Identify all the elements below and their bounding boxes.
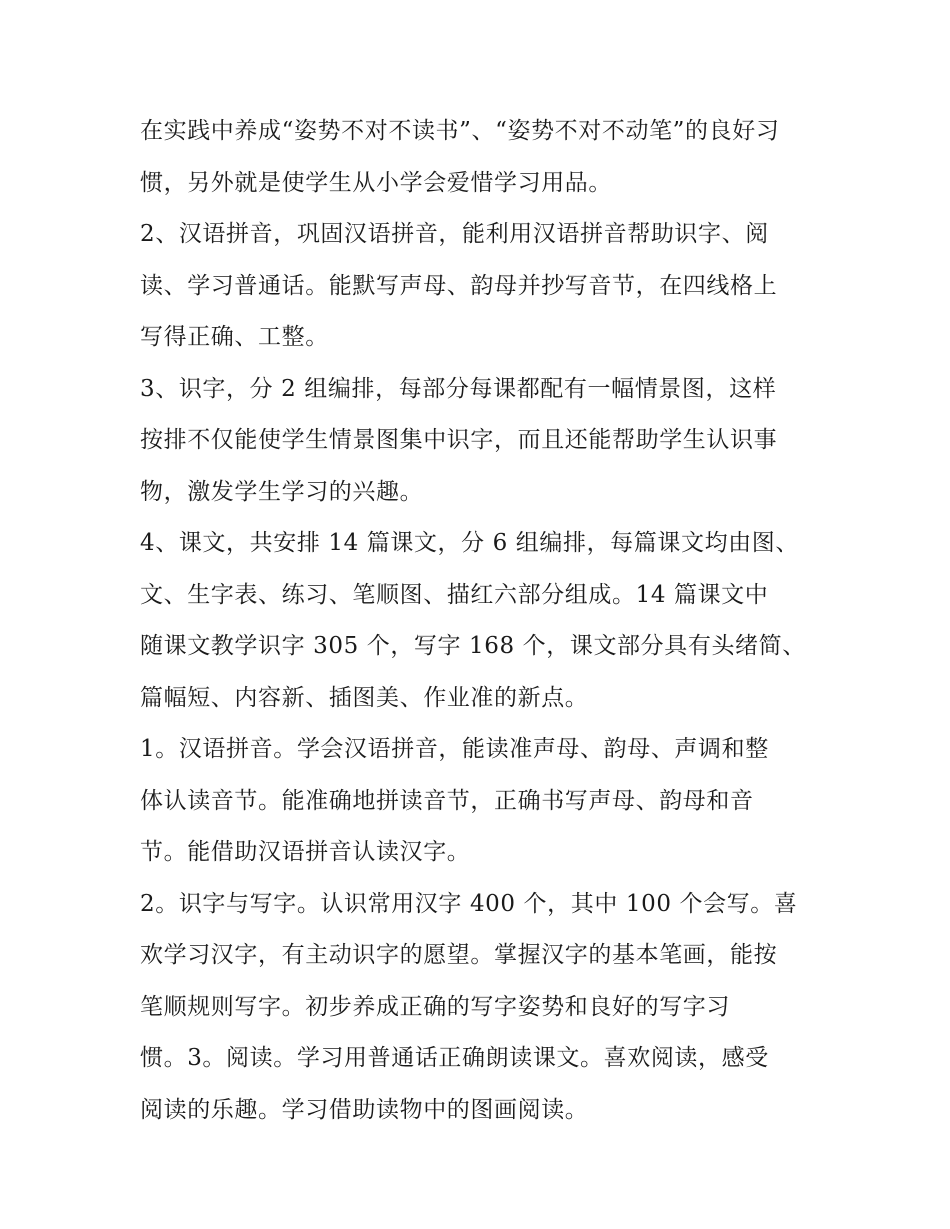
text-line: 体认读音节。能准确地拼读音节，正确书写声母、韵母和音 bbox=[140, 787, 754, 814]
text-line: 读、学习普通话。能默写声母、韵母并抄写音节，在四线格上 bbox=[140, 272, 778, 299]
text-line: 2、汉语拼音，巩固汉语拼音，能利用汉语拼音帮助识字、阅 bbox=[140, 221, 769, 247]
text-line: 写得正确、工整。 bbox=[140, 324, 329, 350]
text-line: 篇幅短、内容新、插图美、作业准的新点。 bbox=[140, 684, 589, 711]
text-line: 按排不仅能使学生情景图集中识字，而且还能帮助学生认识事 bbox=[140, 427, 778, 453]
text-line: 文、生字表、练习、笔顺图、描红六部分组成。14 篇课文中 bbox=[140, 581, 769, 608]
text-line: 4、课文，共安排 14 篇课文，分 6 组编排，每篇课文均由图、 bbox=[140, 530, 799, 556]
text-line: 2。识字与写字。认识常用汉字 400 个，其中 100 个会写。喜 bbox=[140, 890, 798, 917]
text-line: 在实践中养成“姿势不对不读书”、“姿势不对不动笔”的良好习 bbox=[140, 118, 780, 144]
text-line: 惯。3。阅读。学习用普通话正确朗读课文。喜欢阅读，感受 bbox=[140, 1045, 769, 1071]
text-line: 惯，另外就是使学生从小学会爱惜学习用品。 bbox=[140, 169, 612, 196]
document-body bbox=[140, 106, 820, 1136]
text-line: 阅读的乐趣。学习借助读物中的图画阅读。 bbox=[140, 1096, 589, 1123]
text-line: 笔顺规则写字。初步养成正确的写字姿势和良好的写字习 bbox=[140, 993, 730, 1020]
text-line: 物，激发学生学习的兴趣。 bbox=[140, 478, 424, 505]
text-line: 1。汉语拼音。学会汉语拼音，能读准声母、韵母、声调和整 bbox=[140, 736, 769, 762]
text-line: 节。能借助汉语拼音认读汉字。 bbox=[140, 839, 471, 865]
text-line: 随课文教学识字 305 个，写字 168 个，课文部分具有头绪简、 bbox=[140, 633, 806, 659]
text-line: 3、识字，分 2 组编排，每部分每课都配有一幅情景图，这样 bbox=[140, 375, 777, 402]
text-line: 欢学习汉字，有主动识字的愿望。掌握汉字的基本笔画，能按 bbox=[140, 942, 778, 968]
